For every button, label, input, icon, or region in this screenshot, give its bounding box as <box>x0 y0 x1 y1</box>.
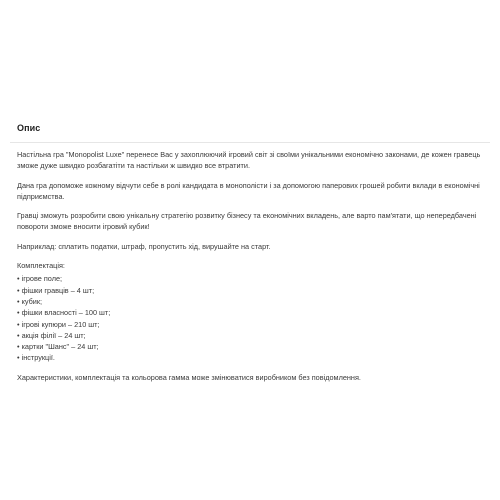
description-paragraph-1: Настільна гра "Monopolist Luxe" перенесе Вас у захоплюючий ігровий світ зі своїми унікальними економічно законами, де кожен гравець зможе дуже швидко розбагатіти та настільки ж швидко все втратити. <box>17 150 481 171</box>
contents-list <box>17 273 490 363</box>
list-item: • акція філії – 24 шт; <box>17 330 86 340</box>
list-item: • фішки власності – 100 шт; <box>17 308 111 318</box>
panel-header <box>10 114 490 143</box>
contents-label: Комплектація: <box>17 261 65 271</box>
list-item: • ігрові купюри – 210 шт; <box>17 319 100 329</box>
description-paragraph-2: Дана гра допоможе кожному відчути себе в ролі кандидата в монополісти і за допомогою паперових грошей робити вклади в економічні підприємства. <box>17 180 480 201</box>
list-item: • кубик; <box>17 296 43 306</box>
list-item: • інструкції. <box>17 353 55 363</box>
list-item: • картки "Шанс" – 24 шт; <box>17 342 99 352</box>
list-item: • фішки гравців – 4 шт; <box>17 285 95 295</box>
list-item: • ігрове поле; <box>17 274 63 284</box>
description-body <box>10 143 490 383</box>
section-title: Опис <box>17 123 41 133</box>
disclaimer-note: Характеристики, комплектація та кольорова гамма може змінюватися виробником без повідомлення. <box>17 372 361 382</box>
description-paragraph-3: Гравці зможуть розробити свою унікальну стратегію розвитку бізнесу та економічних вкладень, але варто пам'ятати, що непередбачені повороти зможе вносити ігровий кубик! <box>17 211 477 232</box>
description-panel <box>10 114 490 391</box>
description-paragraph-4: Наприклад: сплатить податки, штраф, пропустить хід, вирушайте на старт. <box>17 241 271 251</box>
